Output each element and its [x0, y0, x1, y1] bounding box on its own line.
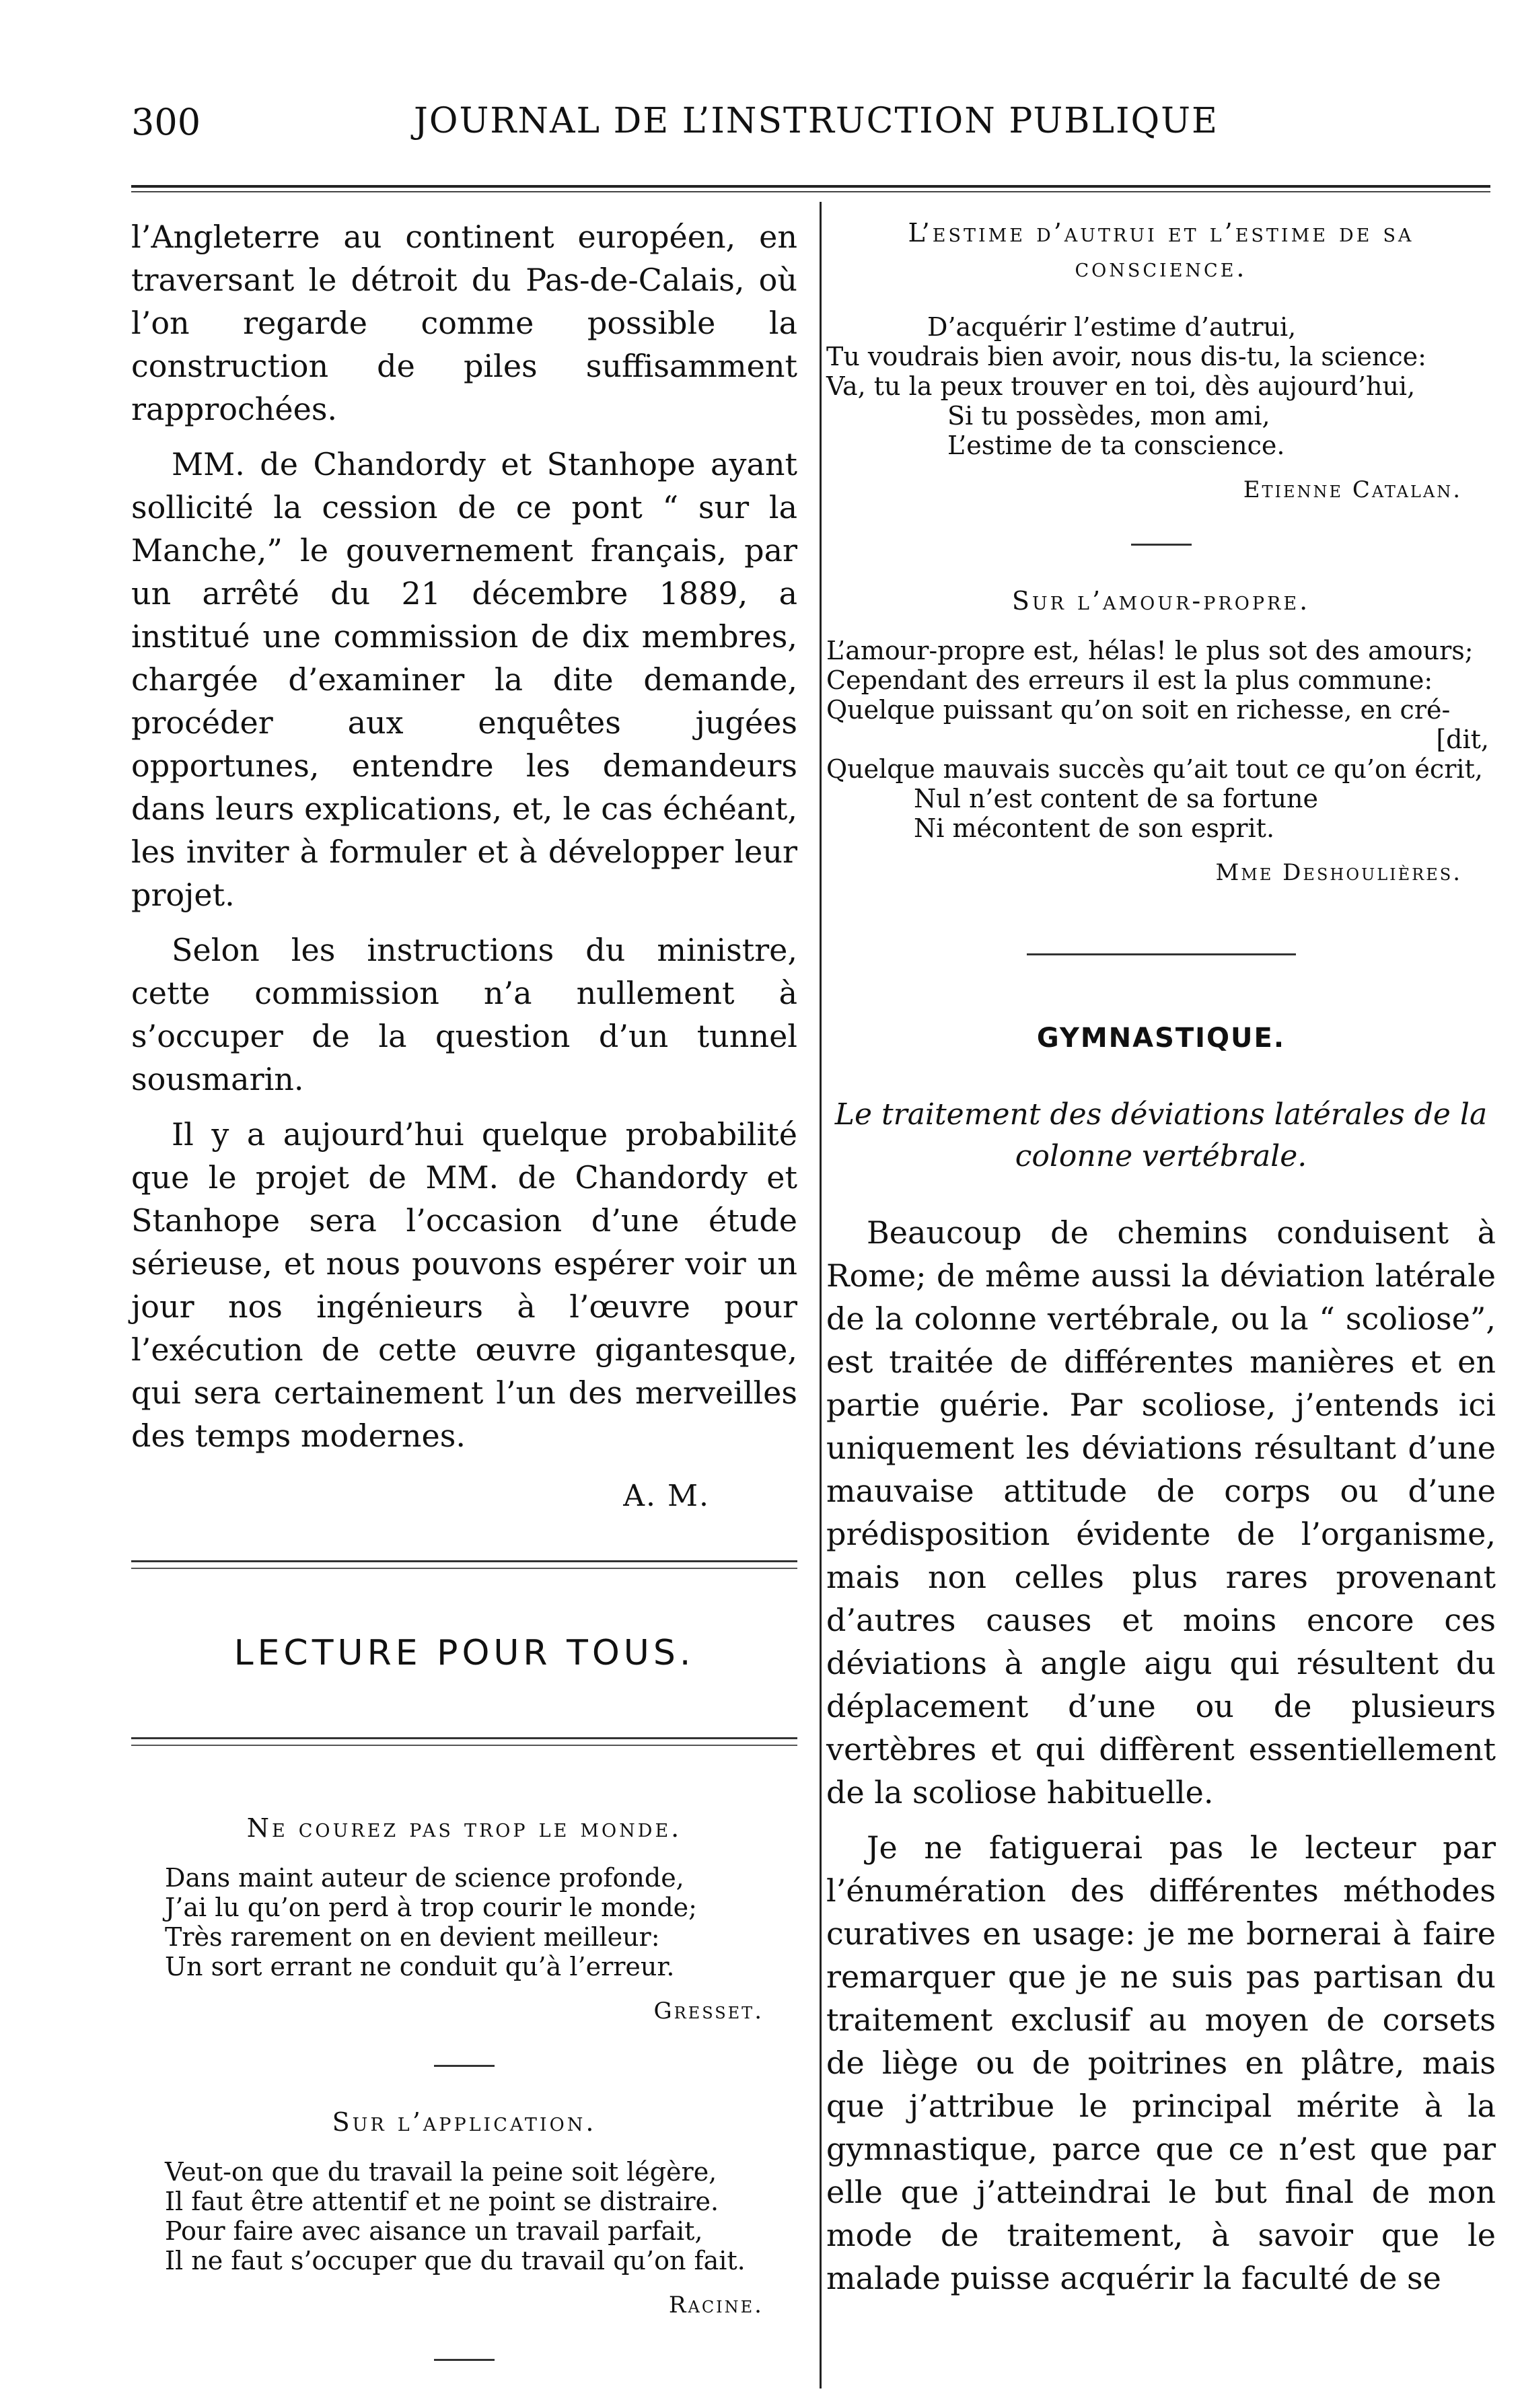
section-rule	[131, 1560, 797, 1562]
section-rule	[131, 1737, 797, 1739]
poem-body	[826, 312, 1496, 460]
poem-line: Pour faire avec aisance un travail parfait,	[165, 2216, 703, 2246]
poem-line: Nul n’est content de sa fortune	[914, 784, 1319, 813]
header-rule-thin	[131, 191, 1490, 192]
poem-body	[826, 636, 1496, 843]
header-rule	[131, 185, 1490, 188]
poem-title: Sur l’amour-propre.	[1011, 586, 1311, 616]
poem-body	[131, 2157, 797, 2275]
poem-line: Il faut être attentif et ne point se distraire.	[165, 2187, 719, 2216]
poem-line: L’amour-propre est, hélas! le plus sot des amours;	[826, 636, 1474, 665]
poem-line: Dans maint auteur de science profonde,	[165, 1863, 684, 1893]
poem-line: Cependant des erreurs il est la plus commune:	[826, 665, 1433, 695]
poem-line: Tu voudrais bien avoir, nous dis-tu, la science:	[826, 342, 1426, 371]
poem-line: Quelque puissant qu’on soit en richesse, en cré-	[826, 695, 1451, 725]
article-paragraph: Beaucoup de chemins conduisent à Rome; de même aussi la déviation latérale de la colonne vertébrale, ou la “ scoliose”, est traitée de différentes manières et en partie guérie. Par scoliose, j’entends ici uniquement les déviations résultant d’une mauvaise attitude de corps ou d’une prédisposition évidente de l’organisme, mais non celles plus rares provenant d’autres causes et moins encore ces déviations à angle aigu qui résultent du déplacement d’une ou de plusieurs vertèbres et qui diffèrent essentiellement de la scoliose habituelle.	[826, 1214, 1496, 1811]
article-paragraph: Selon les instructions du ministre, cette commission n’a nullement à s’occuper de la question d’un tunnel sousmarin.	[131, 932, 797, 1097]
poem-line: Un sort errant ne conduit qu’à l’erreur.	[165, 1952, 675, 1981]
page-header	[131, 101, 1490, 161]
poem-title: L’estime d’autrui et l’estime de sa conscience.	[908, 218, 1414, 283]
poem-author: Mme Deshoulières.	[1215, 859, 1462, 886]
poem-author: Gresset.	[653, 1998, 764, 2024]
poem-title: Ne courez pas trop le monde.	[246, 1813, 682, 1843]
article-subtitle: Le traitement des déviations latérales de la colonne vertébrale.	[834, 1097, 1488, 1173]
short-rule	[434, 2359, 495, 2361]
section-heading: GYMNASTIQUE.	[1036, 1023, 1286, 1054]
poem-line: Très rarement on en devient meilleur:	[165, 1922, 660, 1952]
poem-title: Sur l’application.	[332, 2107, 597, 2137]
article-paragraph: Il y a aujourd’hui quelque probabilité que le projet de MM. de Chandordy et Stanhope sera l’occasion d’une étude sérieuse, et nous pouvons espérer voir un jour nos ingénieurs à l’œuvre pour l’exécution de cette œuvre gigantesque, qui sera certainement l’un des merveilles des temps modernes.	[131, 1116, 797, 1454]
right-column	[826, 215, 1496, 2300]
page-number: 300	[131, 101, 201, 143]
poem-line: J’ai lu qu’on perd à trop courir le monde;	[165, 1893, 697, 1922]
article-signature: A. M.	[623, 1479, 710, 1513]
poem-line: D’acquérir l’estime d’autrui,	[927, 312, 1297, 342]
column-divider	[820, 202, 822, 2388]
section-heading: LECTURE POUR TOUS.	[233, 1633, 695, 1673]
section-rule	[1027, 953, 1296, 955]
poem-line: Il ne faut s’occuper que du travail qu’on fait.	[165, 2246, 746, 2275]
poem-line: Si tu possèdes, mon ami,	[947, 401, 1270, 431]
poem-line: Ni mécontent de son esprit.	[914, 813, 1275, 843]
short-rule	[434, 2065, 495, 2067]
poem-author: Racine.	[668, 2292, 764, 2319]
article-paragraph: Je ne fatiguerai pas le lecteur par l’énumération des différentes méthodes curatives en usage: je me bornerai à faire remarquer que je ne suis pas partisan du traitement exclusif au moyen de corsets de liège ou de poitrines en plâtre, mais que j’attribue le principal mérite à la gymnastique, parce que ce n’est que par elle que j’atteindrai le but final de mon mode de traitement, à savoir que le malade puisse acquérir la faculté de se	[826, 1829, 1496, 2296]
running-title: JOURNAL DE L’INSTRUCTION PUBLIQUE	[414, 101, 1219, 141]
poem-line: Va, tu la peux trouver en toi, dès aujourd’hui,	[826, 371, 1416, 401]
article-paragraph: l’Angleterre au continent européen, en traversant le détroit du Pas-de-Calais, où l’on regarde comme possible la construction de piles suffisamment rapprochées.	[131, 219, 797, 427]
poem-line: Veut-on que du travail la peine soit légère,	[165, 2157, 717, 2187]
poem-author: Etienne Catalan.	[1243, 476, 1462, 503]
short-rule	[1131, 544, 1192, 546]
poem-line: Quelque mauvais succès qu’ait tout ce qu’on écrit,	[826, 754, 1483, 784]
article-paragraph: MM. de Chandordy et Stanhope ayant sollicité la cession de ce pont “ sur la Manche,” le gouvernement français, par un arrêté du 21 décembre 1889, a institué une commission de dix membres, chargée d’examiner la dite demande, procéder aux enquêtes jugées opportunes, entendre les demandeurs dans leurs explications, et, le cas échéant, les inviter à formuler et à développer leur projet.	[131, 446, 797, 913]
poem-line: L’estime de ta conscience.	[947, 431, 1285, 460]
poem-body	[131, 1863, 797, 1981]
section-rule-thin	[131, 1568, 797, 1569]
poem-line: [dit,	[1436, 725, 1489, 754]
left-column	[131, 215, 797, 2401]
